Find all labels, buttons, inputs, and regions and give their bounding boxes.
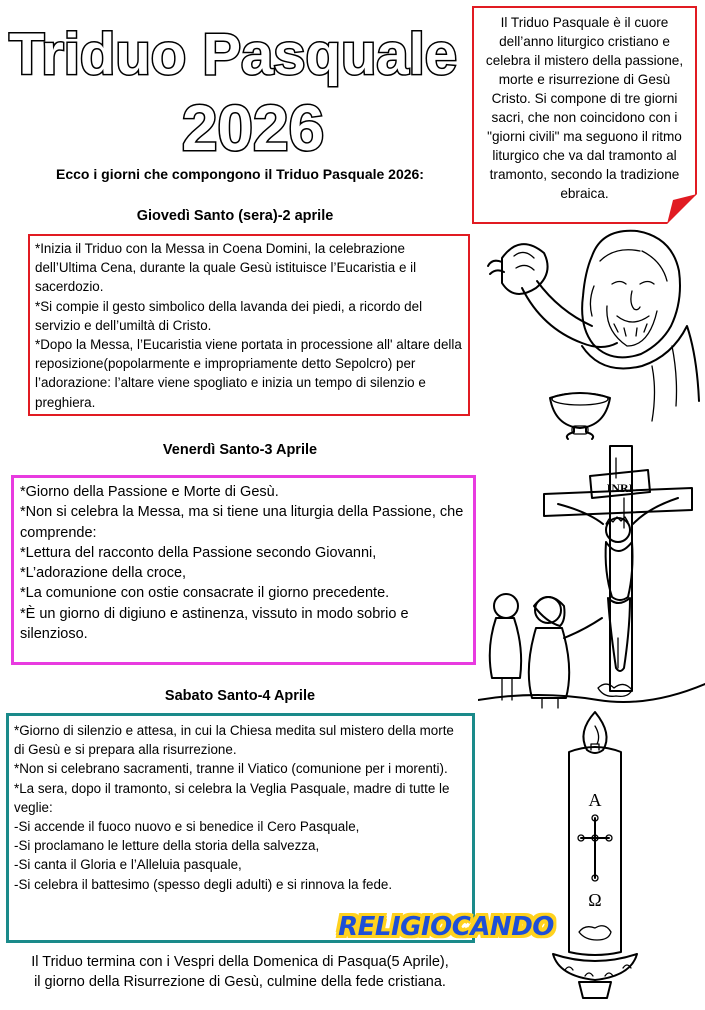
intro-note [472,6,697,224]
footer-line1: Il Triduo termina con i Vespri della Domenica di Pasqua(5 Aprile), [31,954,449,970]
day-heading-venerdi: Venerdì Santo-3 Aprile [162,442,318,458]
day1-line: *Inizia il Triduo con la Messa in Coena Domini, la celebrazione dell’Ultima Cena, durante la quale Gesù istituisce l’Eucaristia e il sacerdozio. [35,241,417,295]
religiocando-logo [338,906,554,948]
day2-line: *Non si celebra la Messa, ma si tiene una liturgia della Passione, che comprende: [20,504,464,541]
day3-line: -Si proclamano le letture della storia della salvezza, [14,838,320,854]
paschal-candle-illustration [535,706,655,1006]
omega-letter: Ω [588,890,602,910]
day2-line: *Lettura del racconto della Passione secondo Giovanni, [20,544,377,561]
day3-line: *Non si celebrano sacramenti, tranne il Viatico (comunione per i morenti). [14,761,448,777]
day3-line: -Si canta il Gloria e l’Alleluia pasquale, [14,857,242,873]
title-line2: 2026 [181,92,325,160]
day2-line: *Giorno della Passione e Morte di Gesù. [20,484,279,500]
day3-line: *Giorno di silenzio e attesa, in cui la Chiesa medita sul mistero della morte di Gesù e si prepara alla risurrezione. [14,723,454,758]
day2-line: *È un giorno di digiuno e astinenza, vissuto in modo sobrio e silenzioso. [20,605,409,643]
inri-sign-text: INRI [606,481,634,495]
day3-line: *La sera, dopo il tramonto, si celebra la Veglia Pasquale, madre di tutte le veglie: [14,780,450,815]
day-box-venerdi [11,475,476,665]
crucifixion-illustration [478,438,705,713]
page-curl-icon [667,194,697,224]
footer-text [5,952,475,992]
intro-line: Ecco i giorni che compongono il Triduo Pasquale 2026: [56,166,424,182]
logo-text: RELIGIOCANDO [338,912,554,942]
alpha-letter: A [588,790,602,810]
day1-line: *Dopo la Messa, l’Eucaristia viene portata in processione all' altare della reposizione(popolarmente e impropriamente detto Sepolcro) per l’adorazione: l’altare viene spogliato e inizia un tempo di silenzio e preghiera. [35,337,462,410]
day-heading-giovedi: Giovedì Santo (sera)-2 aprile [136,208,334,224]
day2-line: *L’adorazione della croce, [20,565,187,582]
day2-line: *La comunione con ostie consacrate il giorno precedente. [20,585,390,602]
title-line1: Triduo Pasquale [9,22,457,87]
day-heading-sabato: Sabato Santo-4 Aprile [164,688,316,704]
last-supper-jesus-illustration [482,226,702,441]
day3-line: -Si accende il fuoco nuovo e si benedice il Cero Pasquale, [14,819,360,835]
intro-note-text: Il Triduo Pasquale è il cuore dell’anno liturgico cristiano e celebra il mistero della passione, morte e risurrezione di Gesù Cristo. Si compone di tre giorni sacri, che non coincidono con i "giorni civili" ma seguono il ritmo liturgico che va dal tramonto al tramonto, secondo la tradizione ebraica. [485,15,684,201]
day1-line: *Si compie il gesto simbolico della lavanda dei piedi, a ricordo del servizio e dell’umiltà di Cristo. [35,298,423,333]
title-graphic [8,10,458,160]
day3-line: -Si celebra il battesimo (spesso degli adulti) e si rinnova la fede. [14,876,393,892]
day-box-giovedi [28,234,470,416]
footer-line2: il giorno della Risurrezione di Gesù, culmine della fede cristiana. [34,974,446,990]
